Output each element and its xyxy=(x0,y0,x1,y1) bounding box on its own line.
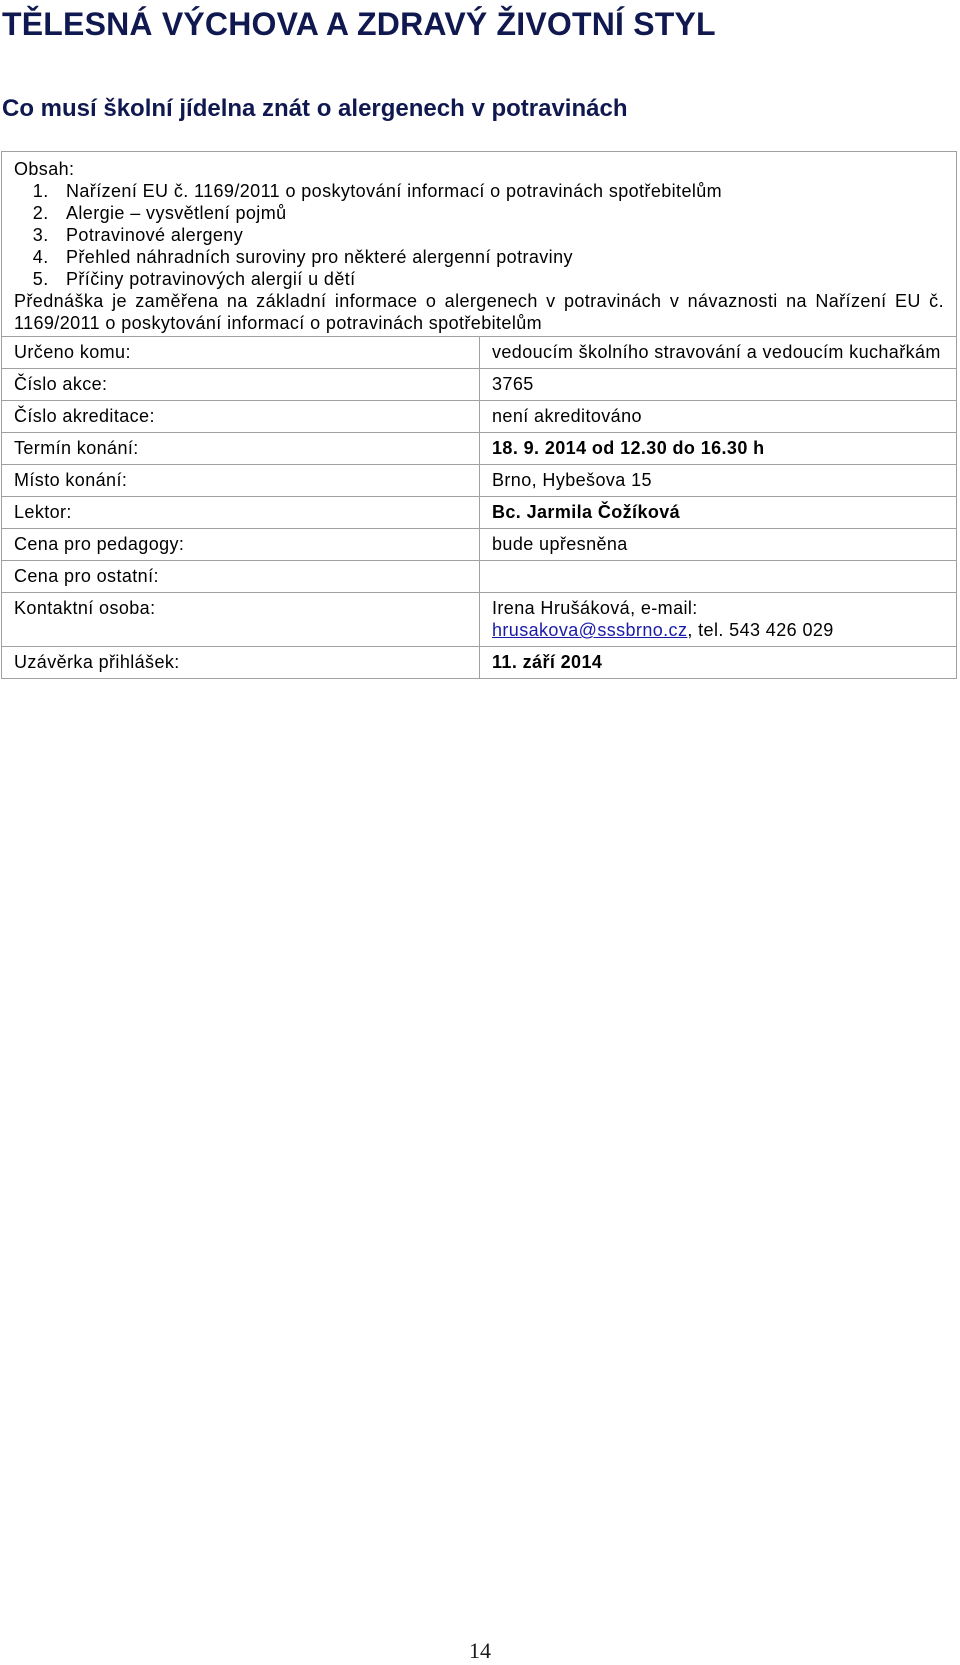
price-teachers-value: bude upřesněna xyxy=(480,529,957,561)
contact-email-link[interactable]: hrusakova@sssbrno.cz xyxy=(492,620,688,640)
deadline-label: Uzávěrka přihlášek: xyxy=(2,647,480,679)
date-value: 18. 9. 2014 od 12.30 do 16.30 h xyxy=(480,433,957,465)
table-row xyxy=(2,465,957,497)
table-row xyxy=(2,497,957,529)
contact-name: Irena Hrušáková, e-mail: xyxy=(492,598,698,618)
price-others-label: Cena pro ostatní: xyxy=(2,561,480,593)
contents-label: Obsah: xyxy=(14,159,75,179)
audience-label: Určeno komu: xyxy=(2,337,480,369)
event-number-value: 3765 xyxy=(480,369,957,401)
contents-item: 4. Přehled náhradních suroviny pro některé alergenní potraviny xyxy=(54,246,944,268)
table-row xyxy=(2,401,957,433)
table-row xyxy=(2,593,957,647)
subtitle: Co musí školní jídelna znát o alergenech v potravinách xyxy=(2,95,628,122)
price-teachers-label: Cena pro pedagogy: xyxy=(2,529,480,561)
audience-value: vedoucím školního stravování a vedoucím kuchařkám xyxy=(480,337,957,369)
table-row xyxy=(2,647,957,679)
contact-phone: , tel. 543 426 029 xyxy=(687,620,834,640)
event-number-label: Číslo akce: xyxy=(2,369,480,401)
lecturer-label: Lektor: xyxy=(2,497,480,529)
table-row xyxy=(2,369,957,401)
course-description: Přednáška je zaměřena na základní informace o alergenech v potravinách v návaznosti na Nařízení EU č. 1169/2011 o poskytování informací o potravinách spotřebitelům xyxy=(14,291,944,333)
main-title: TĚLESNÁ VÝCHOVA A ZDRAVÝ ŽIVOTNÍ STYL xyxy=(2,6,716,42)
table-row xyxy=(2,561,957,593)
lecturer-value: Bc. Jarmila Čožíková xyxy=(480,497,957,529)
contents-item: 3. Potravinové alergeny xyxy=(54,224,944,246)
contents-cell xyxy=(2,152,957,337)
table-row xyxy=(2,433,957,465)
contact-label: Kontaktní osoba: xyxy=(2,593,480,647)
contact-value xyxy=(480,593,957,647)
venue-value: Brno, Hybešova 15 xyxy=(480,465,957,497)
page-number: 14 xyxy=(469,1638,491,1663)
venue-label: Místo konání: xyxy=(2,465,480,497)
deadline-value: 11. září 2014 xyxy=(480,647,957,679)
contents-list xyxy=(14,180,944,290)
course-info-table xyxy=(1,151,957,679)
date-label: Termín konání: xyxy=(2,433,480,465)
table-row xyxy=(2,337,957,369)
contents-item: 2. Alergie – vysvětlení pojmů xyxy=(54,202,944,224)
accreditation-value: není akreditováno xyxy=(480,401,957,433)
table-row xyxy=(2,529,957,561)
accreditation-label: Číslo akreditace: xyxy=(2,401,480,433)
price-others-value xyxy=(480,561,957,593)
contents-item: 5. Příčiny potravinových alergií u dětí xyxy=(54,268,944,290)
contents-item: 1. Nařízení EU č. 1169/2011 o poskytování informací o potravinách spotřebitelům xyxy=(54,180,944,202)
contents-row xyxy=(2,152,957,337)
